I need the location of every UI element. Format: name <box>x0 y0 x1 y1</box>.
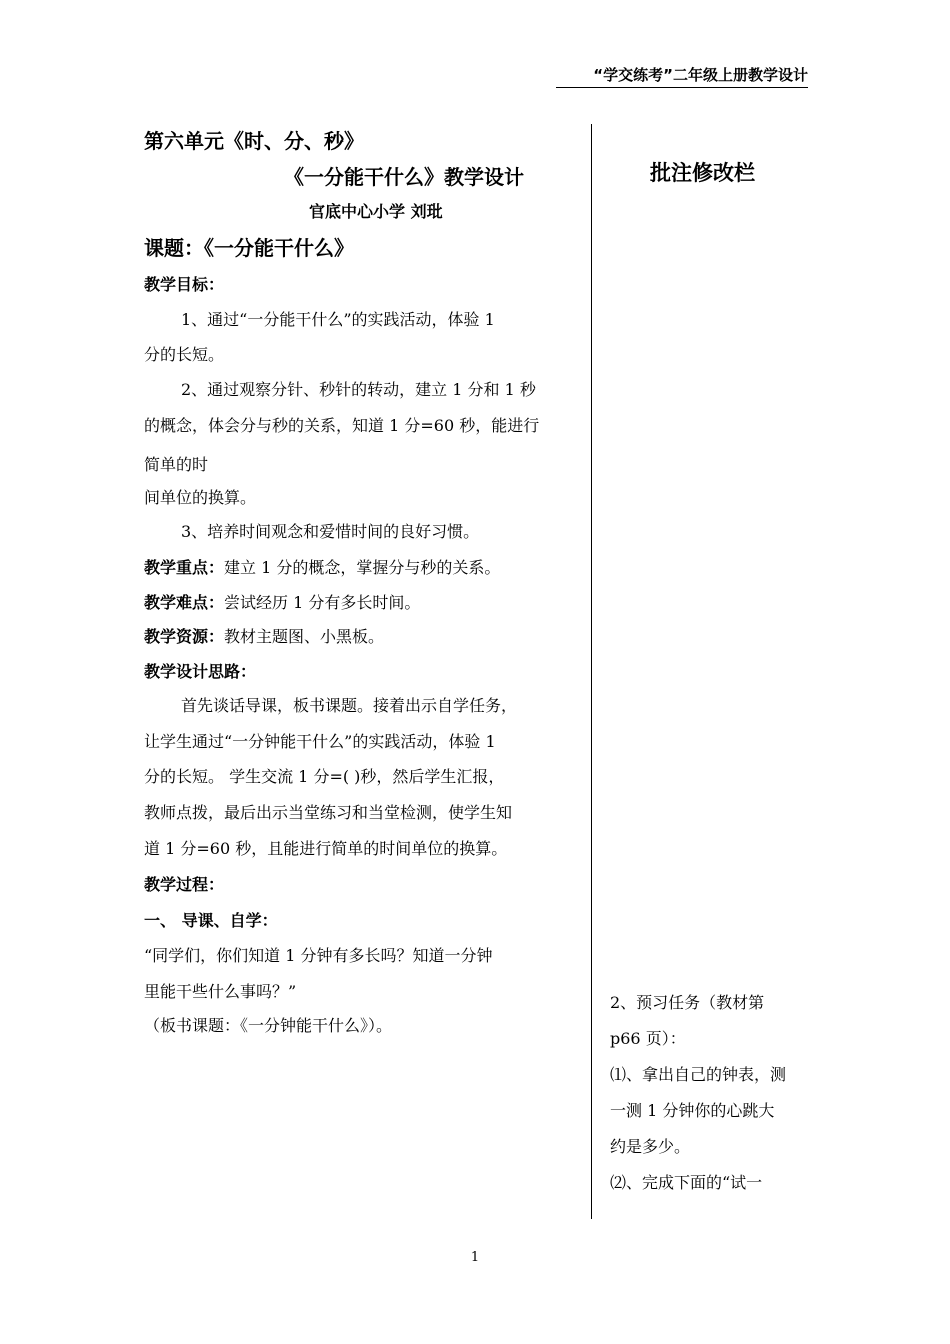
annotation-column-title: 批注修改栏 <box>650 161 755 185</box>
objectives-heading: 教学目标： <box>144 275 225 294</box>
objective-1-line-2: 分的长短。 <box>144 345 225 364</box>
sidebar-line-2: p66 页）： <box>610 1029 686 1048</box>
objective-3: 3、培养时间观念和爱惜时间的良好习惯。 <box>181 522 480 541</box>
page-header: “学交练考”二年级上册教学设计 <box>556 64 808 88</box>
sidebar-line-5: 约是多少。 <box>610 1137 691 1156</box>
topic-line: 课题：《一分能干什么》 <box>144 236 354 260</box>
objective-1-line-1: 1、通过“一分能干什么”的实践活动，体验 1 <box>181 310 495 329</box>
sidebar-line-1: 2、预习任务（教材第 <box>610 993 765 1012</box>
page-number: 1 <box>470 1250 480 1265</box>
lesson-title: 《一分能干什么》教学设计 <box>284 165 524 189</box>
key-point-label: 教学重点： <box>144 558 225 577</box>
resources-row <box>144 624 384 647</box>
resources-text: 教材主题图、小黑板。 <box>224 627 385 646</box>
design-line-5: 道 1 分=60 秒，且能进行简单的时间单位的换算。 <box>144 839 508 858</box>
design-heading: 教学设计思路： <box>144 662 257 681</box>
sidebar-line-3: ⑴、拿出自己的钟表，测 <box>610 1065 787 1084</box>
quote-line-2: 里能干些什么事吗？” <box>144 982 297 1001</box>
quote-line-1: “同学们，你们知道 1 分钟有多长吗？知道一分钟 <box>144 946 493 965</box>
objective-2-line-2: 的概念，体会分与秒的关系，知道 1 分=60 秒，能进行 <box>144 416 540 435</box>
sidebar-line-4: 一测 1 分钟你的心跳大 <box>610 1101 775 1120</box>
unit-title: 第六单元《时、分、秒》 <box>144 129 364 153</box>
author-line: 官底中心小学 刘玭 <box>309 202 443 221</box>
process-heading: 教学过程： <box>144 875 225 894</box>
key-point-text: 建立 1 分的概念，掌握分与秒的关系。 <box>224 558 501 577</box>
board-note: （板书课题：《一分钟能干什么》）。 <box>144 1016 393 1035</box>
difficulty-label: 教学难点： <box>144 593 225 612</box>
resources-label: 教学资源： <box>144 627 225 646</box>
column-divider <box>591 124 592 1219</box>
key-point-row <box>144 555 500 578</box>
objective-2-line-1: 2、通过观察分针、秒针的转动，建立 1 分和 1 秒 <box>181 380 536 399</box>
objective-2-line-4: 间单位的换算。 <box>144 488 257 507</box>
sidebar-line-6: ⑵、完成下面的“试一 <box>610 1173 763 1192</box>
objective-2-line-3: 简单的时 <box>144 455 209 474</box>
difficulty-row <box>144 590 420 613</box>
design-line-3: 分的长短。 学生交流 1 分=( )秒，然后学生汇报， <box>144 767 505 786</box>
design-line-2: 让学生通过“一分钟能干什么”的实践活动，体验 1 <box>144 732 496 751</box>
design-line-4: 教师点拨，最后出示当堂练习和当堂检测，使学生知 <box>144 803 513 822</box>
difficulty-text: 尝试经历 1 分有多长时间。 <box>224 593 421 612</box>
process-section-1: 一、 导课、自学： <box>144 911 278 930</box>
design-line-1: 首先谈话导课，板书课题。接着出示自学任务， <box>181 696 518 715</box>
